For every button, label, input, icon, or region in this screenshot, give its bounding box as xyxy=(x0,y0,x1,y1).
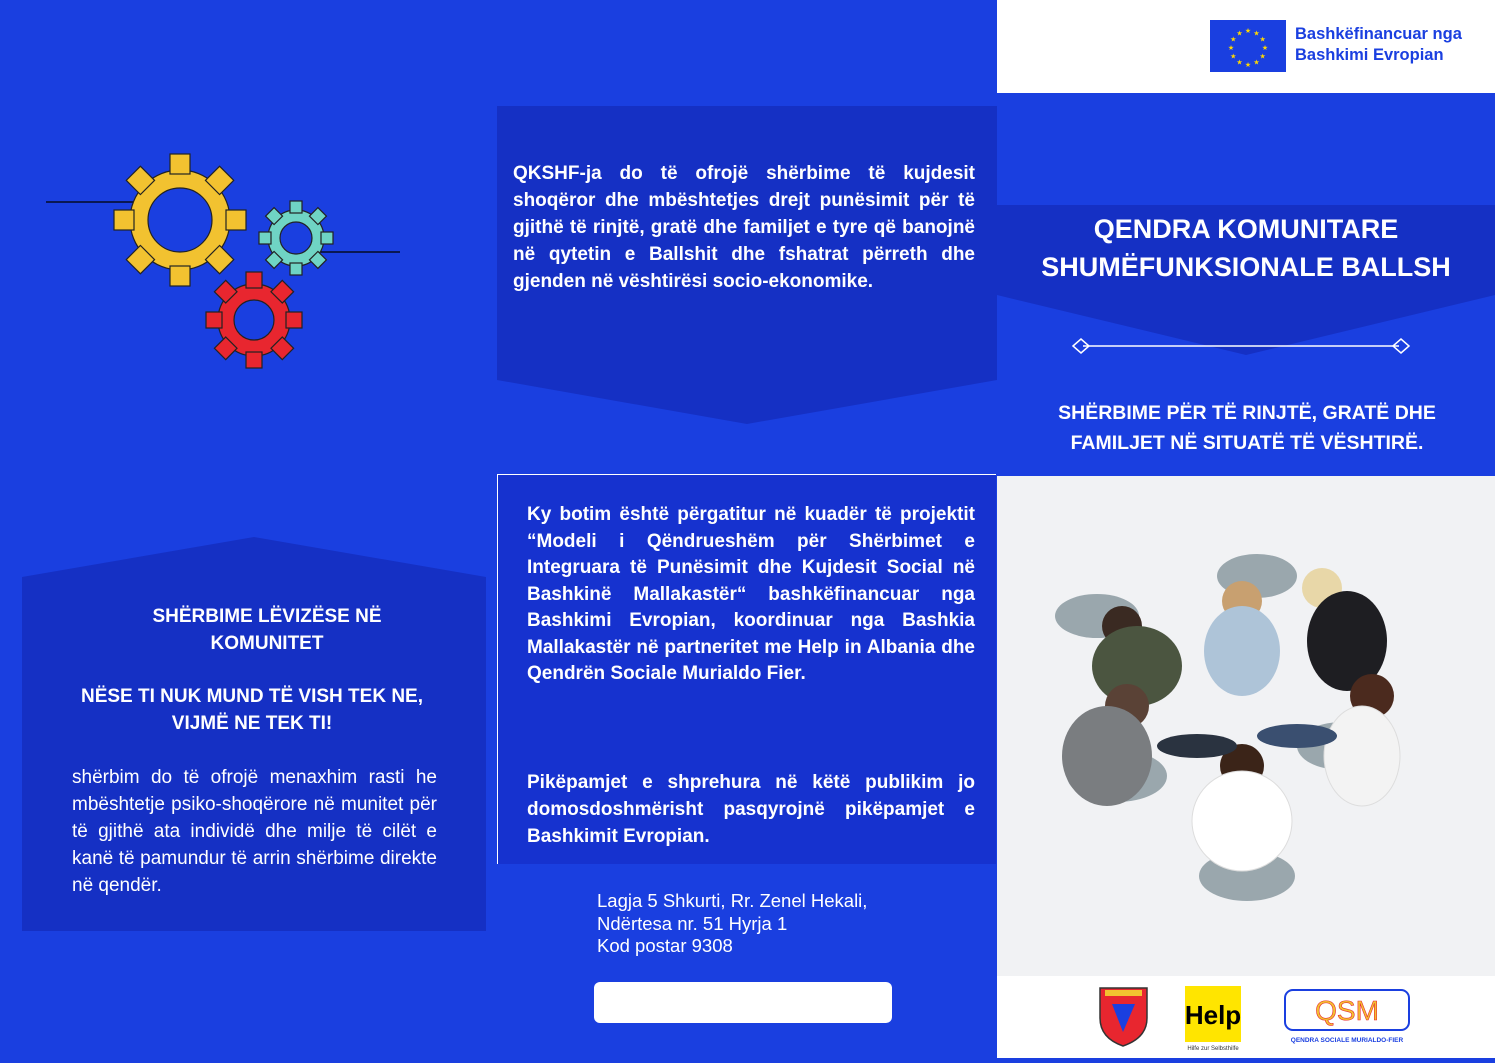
svg-text:★: ★ xyxy=(1236,58,1243,67)
left-panel xyxy=(0,0,497,1058)
gears-illustration xyxy=(40,150,410,370)
qsm-logo-caption: QENDRA SOCIALE MURIALDO-FIER xyxy=(1290,1037,1404,1044)
svg-text:★: ★ xyxy=(1236,29,1243,38)
address-block xyxy=(597,890,867,958)
address-line: Kod postar 9308 xyxy=(597,935,733,956)
mobile-services-title: SHËRBIME LËVIZËSE NË KOMUNITET xyxy=(152,606,382,654)
publication-text: Ky botim është përgatitur në kuadër të projektit “Modeli i Qëndrueshëm për Shërbimet e Integruara të Punësimit dhe Kujdesit Social në Bashkinë Mallakastër“ bashkëfinancuar nga Bashkimi Evropian, koordinuar nga Bashkia Mallakastër në partneritet me Help in Albania dhe Qendrën Sociale Murialdo Fier. xyxy=(527,504,975,684)
middle-panel xyxy=(497,0,997,1058)
qsm-logo-icon xyxy=(1285,990,1409,1044)
partner-logos xyxy=(997,976,1495,1058)
svg-text:★: ★ xyxy=(1244,61,1252,69)
help-logo-icon xyxy=(1185,986,1241,1052)
right-panel xyxy=(997,0,1495,1058)
partner-logos-row xyxy=(997,976,1495,1058)
decorative-divider xyxy=(1071,336,1411,356)
mobile-services-body: shërbim do të ofrojë menaxhim rasti he mbështetje psiko-shoqërore në munitet për të gjithë ata individë dhe milje të cilët e kanë të pamundur të arrin shërbime direkte në qendër. xyxy=(72,767,437,896)
subtitle: SHËRBIME PËR TË RINJTË, GRATË DHE FAMILJET NË SITUATË TË VËSHTIRË. xyxy=(1058,402,1436,454)
svg-text:★: ★ xyxy=(1244,27,1252,35)
help-logo-tagline: Hilfe zur Selbsthilfe xyxy=(1187,1046,1239,1052)
yellow-gear-icon xyxy=(114,154,246,286)
municipality-shield-icon xyxy=(1100,988,1147,1046)
eu-flag-icon xyxy=(1210,20,1286,72)
red-gear-icon xyxy=(206,272,302,368)
svg-text:★: ★ xyxy=(1227,44,1235,52)
main-title: QENDRA KOMUNITARE SHUMËFUNKSIONALE BALLSH xyxy=(1041,214,1451,282)
address-line: Lagja 5 Shkurti, Rr. Zenel Hekali, xyxy=(597,890,868,911)
address-line: Ndërtesa nr. 51 Hyrja 1 xyxy=(597,912,788,934)
disclaimer-text: Pikëpamjet e shprehura në këtë publikim jo domosdoshmërisht pasqyrojnë pikëpamjet e Bashkimit Evropian. xyxy=(527,772,975,847)
svg-text:★: ★ xyxy=(1253,58,1260,67)
svg-text:★: ★ xyxy=(1261,44,1269,52)
contact-box xyxy=(594,982,892,1023)
svg-text:★: ★ xyxy=(1230,35,1237,44)
eu-banner xyxy=(997,0,1495,93)
svg-text:★: ★ xyxy=(1259,35,1266,44)
mobile-services-slogan: NËSE TI NUK MUND TË VISH TEK NE, VIJMË NE TEK TI! xyxy=(80,686,424,734)
svg-text:★: ★ xyxy=(1253,29,1260,38)
svg-text:★: ★ xyxy=(1230,52,1237,61)
intro-text: QKSHF-ja do të ofrojë shërbime të kujdesit shoqëror dhe mbështetjes drejt punësimit për të gjithë të rinjtë, gratë dhe familjet e tyre që banojnë në qytetin e Ballshit dhe fshatrat përreth dhe gjenden në vështirësi socio-ekonomike. xyxy=(513,163,975,292)
mobile-services-box xyxy=(22,537,486,931)
svg-text:★: ★ xyxy=(1259,52,1266,61)
qsm-logo-text: QSM xyxy=(1315,995,1379,1026)
group-photo xyxy=(997,476,1495,976)
help-logo-text: Help xyxy=(1184,1000,1242,1030)
eu-cofunded-text: Bashkëfinancuar nga Bashkimi Evropian xyxy=(1295,25,1462,64)
teal-gear-icon xyxy=(259,201,333,275)
